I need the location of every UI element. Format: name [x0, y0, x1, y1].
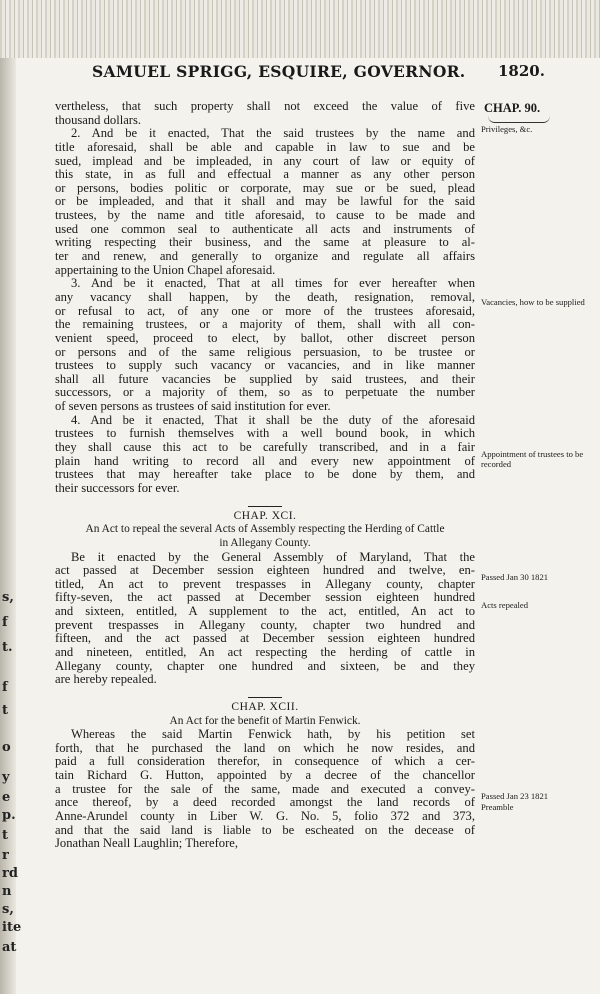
margin-note-acts-repealed: Acts repealed: [481, 600, 529, 610]
text-line: vertheless, that such property shall not exceed the value of five: [55, 99, 475, 113]
text-line: of seven persons as trustees of said institution for ever.: [55, 399, 331, 414]
text-line: or be impleaded, and that it shall and may be lawful for the said: [55, 194, 475, 209]
chapter-91-title: [55, 523, 475, 550]
section-rule: [248, 506, 282, 507]
text-line: Allegany county, chapter one hundred and sixteen, be and they: [55, 658, 475, 673]
page-body: [55, 100, 475, 851]
title-line: An Act to repeal the several Acts of Assembly respecting the Herding of Cattle: [85, 523, 445, 536]
chapter-92-heading: CHAP. XCII.: [231, 700, 299, 713]
bleed-fragment: p.: [2, 808, 16, 823]
scan-border-top: [0, 0, 600, 58]
brace-mark: [488, 116, 550, 123]
bleed-fragment: t: [2, 828, 9, 843]
text-line: the remaining trustees, or a majority of them, shall with all con-: [55, 317, 475, 332]
text-line: Jonathan Neall Laughlin; Therefore,: [55, 836, 239, 851]
margin-note-vacancies: Vacancies, how to be supplied: [481, 297, 585, 307]
text-line: they shall cause this act to be carefully transcribed, and in a fair: [55, 440, 475, 455]
text-line: Anne-Arundel county in Liber W. G. No. 5, folio 372 and 373,: [55, 809, 475, 824]
text-line: writing respecting their business, and the same at pleasure to al-: [55, 235, 475, 250]
text-line: trustees to supply such vacancy or vacancies, and in like manner: [55, 358, 475, 373]
text-line: or persons and of the same religious persuasion, to be trustee or: [55, 344, 475, 359]
text-line: and sixteen, entitled, A supplement to the act, entitled, An act to: [55, 604, 475, 619]
text-line: Be it enacted by the General Assembly of Maryland, That the: [71, 549, 475, 564]
text-line: forth, that he purchased the land on which he now resides, and: [55, 740, 475, 755]
text-line: trustees that may hereafter take place to be done by them, and: [55, 467, 475, 482]
bleed-fragment: rd: [2, 866, 18, 881]
text-line: appertaining to the Union Chapel aforesaid.: [55, 262, 276, 277]
bleed-fragment: f: [2, 615, 8, 630]
text-line: or refusal to act, of any one or more of the trustees aforesaid,: [55, 303, 475, 318]
text-line: sued, implead and be impleaded, in any court of law or equity of: [55, 153, 475, 168]
title-line: in Allegany County.: [219, 536, 311, 549]
text-line: and that the said land is liable to be escheated on the decease of: [55, 822, 475, 837]
chapter-label: CHAP. 90.: [484, 101, 541, 115]
text-line: are hereby repealed.: [55, 672, 157, 687]
text-line: ter and renew, and generally to organize and regulate all affairs: [55, 249, 475, 264]
margin-note-appointment: Appointment of trustees to be recorded: [481, 449, 584, 469]
text-line: act passed at December session eighteen hundred and twelve, en-: [55, 563, 475, 578]
text-line: shall all future vacancies be supplied by said trustees, and their: [55, 371, 475, 386]
margin-note-preamble: Preamble: [481, 802, 514, 812]
section-rule: [248, 697, 282, 698]
bleed-fragment: r: [2, 848, 9, 863]
chapter-90-text: [55, 100, 475, 496]
bleed-fragment: at: [2, 940, 17, 955]
bleed-fragment: s,: [2, 590, 14, 605]
margin-note-passed-91: Passed Jan 30 1821: [481, 572, 549, 582]
text-line: 3. And be it enacted, That at all times for ever hereafter when: [71, 276, 475, 291]
bleed-fragment: t: [2, 703, 9, 718]
text-line: this state, in as full and effectual a manner as any other person: [55, 167, 475, 182]
text-line: tain Richard G. Hutton, appointed by a decree of the chancellor: [55, 768, 475, 783]
text-line: thousand dollars.: [55, 112, 142, 127]
margin-note-passed-92: Passed Jan 23 1821: [481, 791, 549, 801]
bleed-fragment: f: [2, 680, 8, 695]
text-line: title aforesaid, shall be able and capable in law to sue and be: [55, 139, 475, 154]
text-line: fifty-seven, the act passed at December session eighteen hundred: [55, 590, 475, 605]
bleed-fragment: o: [2, 740, 11, 755]
text-line: trustees to furnish themselves with a well bound book, in which: [55, 426, 475, 441]
text-line: a trustee for the sale of the same, made and executed a convey-: [55, 781, 475, 796]
text-line: titled, An act to prevent trespasses in Allegany county, chapter: [55, 576, 475, 591]
text-line: prevent trespasses in Allegany county, chapter two hundred and: [55, 617, 475, 632]
text-line: 2. And be it enacted, That the said trustees by the name and: [71, 126, 475, 141]
text-line: successors, or a majority of them, so as to perpetuate the number: [55, 385, 475, 400]
text-line: ance thereof, by a deed recorded amongst the land records of: [55, 795, 475, 810]
text-line: and nineteen, entitled, An act respecting the herding of cattle in: [55, 644, 475, 659]
text-line: 4. And be it enacted, That it shall be the duty of the aforesaid: [71, 412, 475, 427]
margin-note-privileges: Privileges, &c.: [481, 124, 533, 134]
text-line: trustees, by the name and title aforesaid, to cause to be made and: [55, 208, 475, 223]
bleed-fragment: n: [2, 884, 12, 899]
chapter-92-text: [55, 728, 475, 851]
bleed-fragment: s,: [2, 902, 14, 917]
chapter-92-title: An Act for the benefit of Martin Fenwick.: [169, 714, 361, 727]
chapter-91-heading: CHAP. XCI.: [233, 509, 297, 522]
bleed-fragment: e: [2, 790, 11, 805]
text-line: venient speed, proceed to elect, by ballot, other discreet person: [55, 330, 475, 345]
page-year: 1820.: [498, 62, 545, 80]
bleed-fragment: y: [2, 770, 10, 785]
bleed-fragment: t.: [2, 640, 13, 655]
text-line: used one common seal to authenticate all acts and instruments of: [55, 221, 475, 236]
text-line: fifteen, and the act passed at December session eighteen hundred: [55, 631, 475, 646]
text-line: or persons, bodies politic or corporate, may sue or be sued, plead: [55, 180, 475, 195]
bleed-fragment: ite: [2, 920, 22, 935]
text-line: Whereas the said Martin Fenwick hath, by his petition set: [71, 727, 475, 742]
running-head: SAMUEL SPRIGG, ESQUIRE, GOVERNOR.: [92, 62, 466, 81]
text-line: any vacancy shall happen, by the death, resignation, removal,: [55, 289, 475, 304]
text-line: plain hand writing to record all and every new appointment of: [55, 453, 475, 468]
text-line: paid a full consideration therefor, in consequence of which a cer-: [55, 754, 475, 769]
chapter-91-text: [55, 551, 475, 687]
text-line: their successors for ever.: [55, 480, 180, 495]
